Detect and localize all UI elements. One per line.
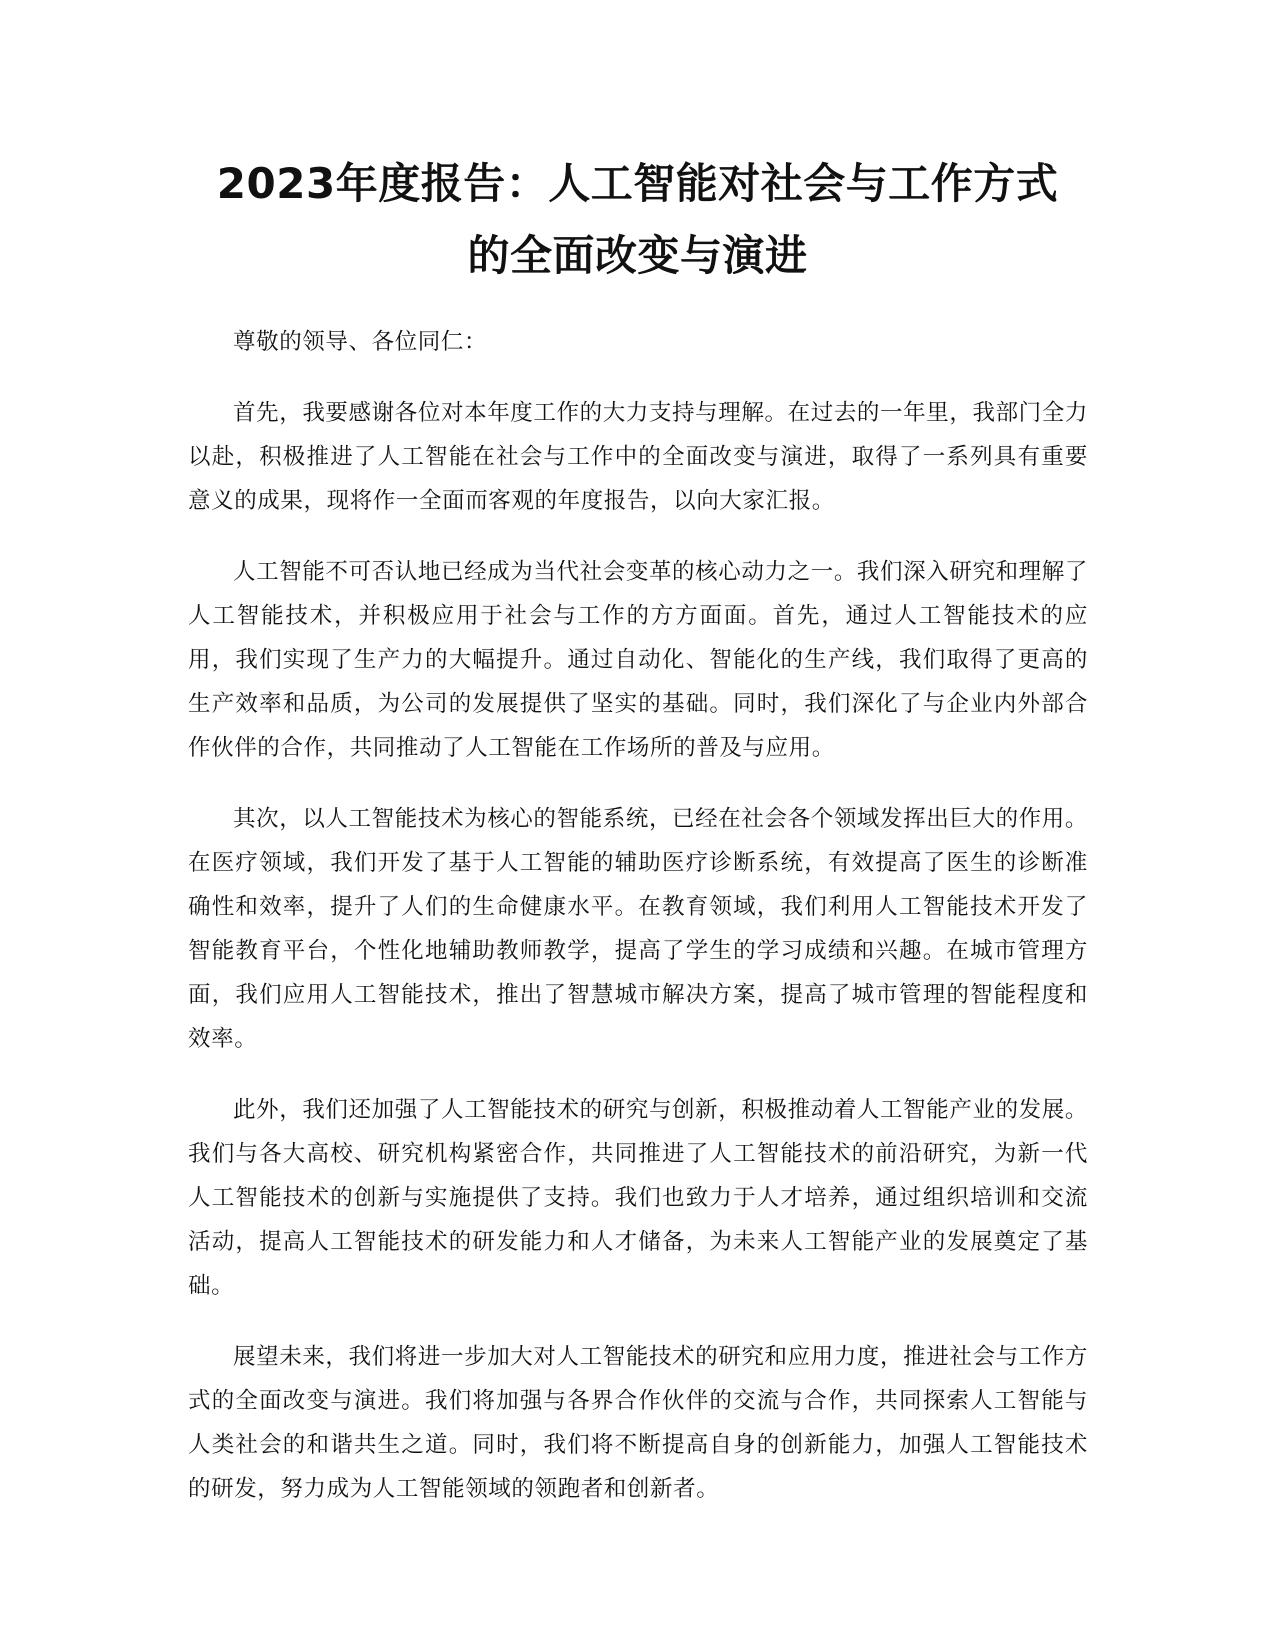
document-body: [188, 320, 1088, 1538]
title-line-1: 2023年度报告：人工智能对社会与工作方式: [216, 159, 1059, 208]
paragraph-4: 此外，我们还加强了人工智能技术的研究与创新，积极推动着人工智能产业的发展。我们与各大高校、研究机构紧密合作，共同推进了人工智能技术的前沿研究，为新一代人工智能技术的创新与实施提供了支持。我们也致力于人才培养，通过组织培训和交流活动，提高人工智能技术的研发能力和人才储备，为未来人工智能产业的发展奠定了基础。: [188, 1097, 1088, 1299]
document-title: [170, 148, 1105, 292]
paragraph-5: 展望未来，我们将进一步加大对人工智能技术的研究和应用力度，推进社会与工作方式的全面改变与演进。我们将加强与各界合作伙伴的交流与合作，共同探索人工智能与人类社会的和谐共生之道。同时，我们将不断提高自身的创新能力，加强人工智能技术的研发，努力成为人工智能领域的领跑者和创新者。: [188, 1344, 1088, 1502]
paragraph-1: 首先，我要感谢各位对本年度工作的大力支持与理解。在过去的一年里，我部门全力以赴，积极推进了人工智能在社会与工作中的全面改变与演进，取得了一系列具有重要意义的成果，现将作一全面而客观的年度报告，以向大家汇报。: [188, 400, 1088, 514]
paragraph-2: 人工智能不可否认地已经成为当代社会变革的核心动力之一。我们深入研究和理解了人工智能技术，并积极应用于社会与工作的方方面面。首先，通过人工智能技术的应用，我们实现了生产力的大幅提升。通过自动化、智能化的生产线，我们取得了更高的生产效率和品质，为公司的发展提供了坚实的基础。同时，我们深化了与企业内外部合作伙伴的合作，共同推动了人工智能在工作场所的普及与应用。: [188, 559, 1088, 761]
salutation: 尊敬的领导、各位同仁：: [233, 329, 488, 355]
title-line-2: 的全面改变与演进: [467, 231, 808, 280]
paragraph-3: 其次，以人工智能技术为核心的智能系统，已经在社会各个领域发挥出巨大的作用。在医疗领域，我们开发了基于人工智能的辅助医疗诊断系统，有效提高了医生的诊断准确性和效率，提升了人们的生命健康水平。在教育领域，我们利用人工智能技术开发了智能教育平台，个性化地辅助教师教学，提高了学生的学习成绩和兴趣。在城市管理方面，我们应用人工智能技术，推出了智慧城市解决方案，提高了城市管理的智能程度和效率。: [188, 806, 1088, 1052]
